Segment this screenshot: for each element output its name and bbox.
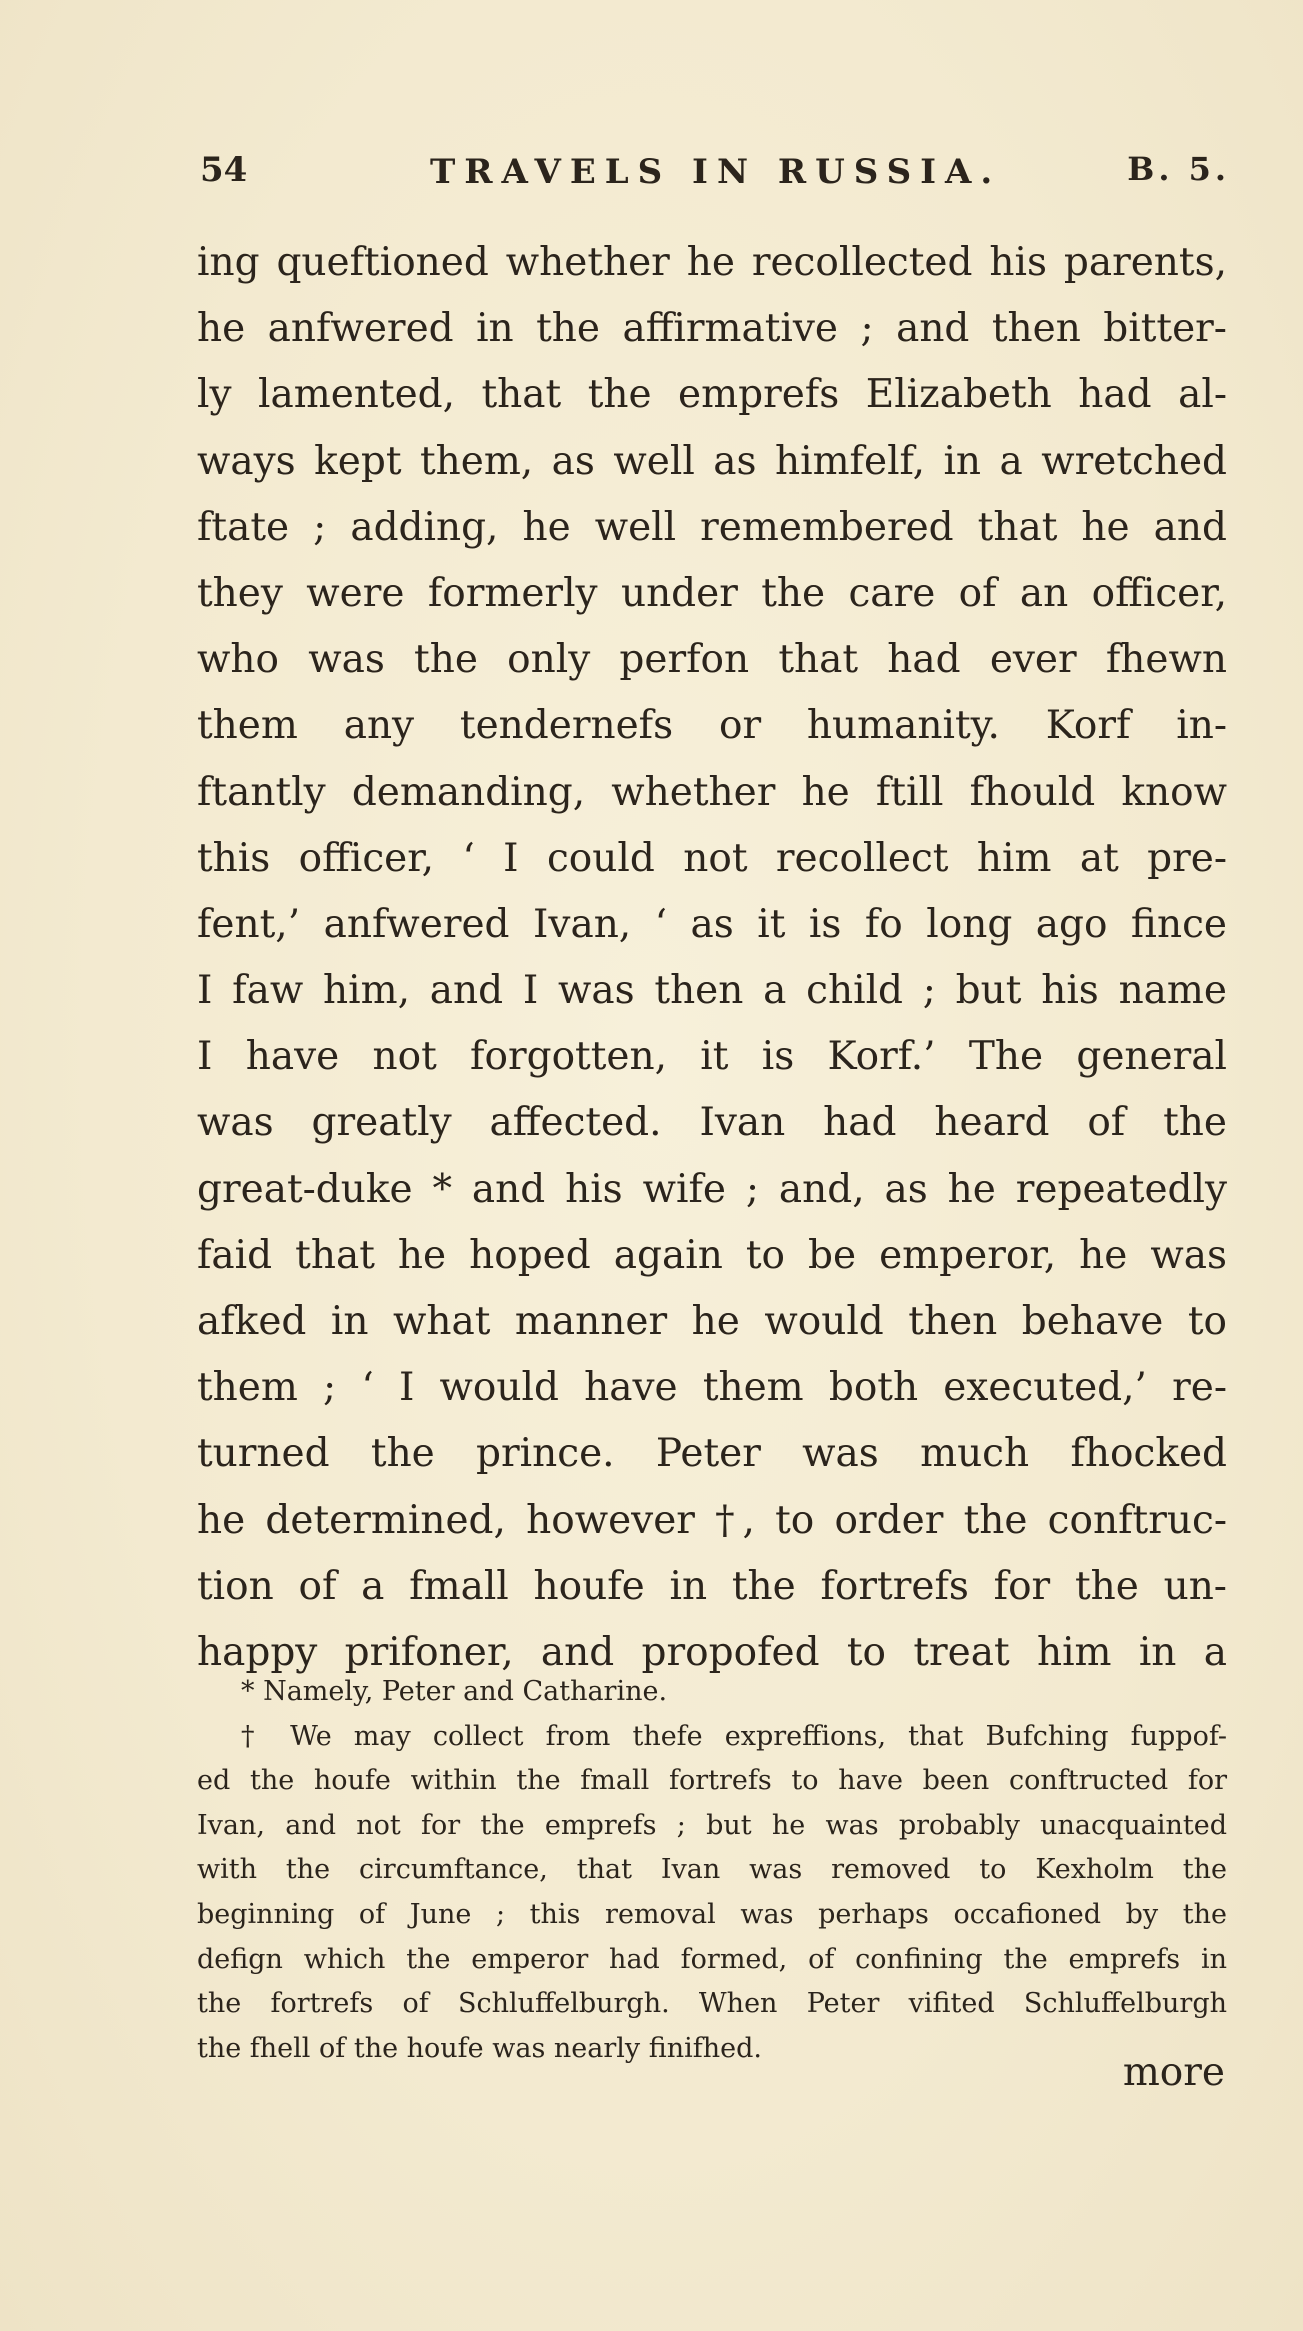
footnote-line: Ivan, and not for the emprefs ; but he was probably unacquainted	[197, 1809, 1227, 1841]
text-line: afked in what manner he would then behave to	[197, 1299, 1227, 1344]
text-line: ftantly demanding, whether he ftill fhould know	[197, 769, 1227, 815]
text-line: tion of a fmall houfe in the fortrefs for the un-	[197, 1563, 1227, 1609]
text-line: fent,’ anfwered Ivan, ‘ as it is fo long ago fince	[197, 901, 1227, 947]
text-line: them any tendernefs or humanity. Korf in-	[197, 703, 1227, 749]
catchword: more	[1122, 2050, 1225, 2095]
section-marker: B. 5.	[1127, 150, 1230, 188]
text-line: ly lamented, that the emprefs Elizabeth had al-	[197, 372, 1227, 418]
footnote-dagger: † We may collect from thefe expreffions, that Bufching fuppof-	[241, 1720, 1227, 1752]
footnote-line: beginning of June ; this removal was perhaps occafioned by the	[197, 1898, 1227, 1930]
footnote-line: the fortrefs of Schluffelburgh. When Peter vifited Schluffelburgh	[197, 1988, 1227, 2020]
text-line: was greatly affected. Ivan had heard of the	[197, 1100, 1227, 1146]
page-header	[200, 150, 1230, 210]
footnote-line: the fhell of the houfe was nearly finifhed.	[197, 2032, 762, 2064]
text-line: happy prifoner, and propofed to treat him in a	[197, 1629, 1227, 1675]
footnote-line: with the circumftance, that Ivan was removed to Kexholm the	[197, 1854, 1227, 1886]
text-line: he anfwered in the affirmative ; and then bitter-	[197, 306, 1227, 352]
footnote-star: * Namely, Peter and Catharine.	[241, 1676, 668, 1707]
text-line: he determined, however †, to order the conftruc-	[197, 1497, 1227, 1543]
running-title: TRAVELS IN RUSSIA.	[430, 152, 1002, 192]
text-line: faid that he hoped again to be emperor, he was	[197, 1232, 1227, 1278]
body-text	[197, 230, 1227, 1686]
footnote-line: defign which the emperor had formed, of confining the emprefs in	[197, 1943, 1227, 1975]
text-line: they were formerly under the care of an officer,	[197, 570, 1227, 616]
footnote-line: ed the houfe within the fmall fortrefs to have been conftructed for	[197, 1765, 1227, 1797]
text-line: I have not forgotten, it is Korf.’ The general	[197, 1034, 1227, 1080]
page-number: 54	[200, 150, 248, 190]
text-line: this officer, ‘ I could not recollect him at pre-	[197, 835, 1227, 881]
text-line: turned the prince. Peter was much fhocked	[197, 1431, 1227, 1477]
text-line: I faw him, and I was then a child ; but his name	[197, 968, 1227, 1014]
text-line: who was the only perfon that had ever fhewn	[197, 637, 1227, 683]
text-line: great-duke * and his wife ; and, as he repeatedly	[197, 1166, 1227, 1212]
text-line: ftate ; adding, he well remembered that he and	[197, 504, 1227, 550]
text-line: ing queftioned whether he recollected his parents,	[197, 240, 1227, 285]
text-line: them ; ‘ I would have them both executed,’ re-	[197, 1365, 1227, 1411]
text-line: ways kept them, as well as himfelf, in a wretched	[197, 438, 1227, 484]
footnotes	[197, 1670, 1227, 2071]
